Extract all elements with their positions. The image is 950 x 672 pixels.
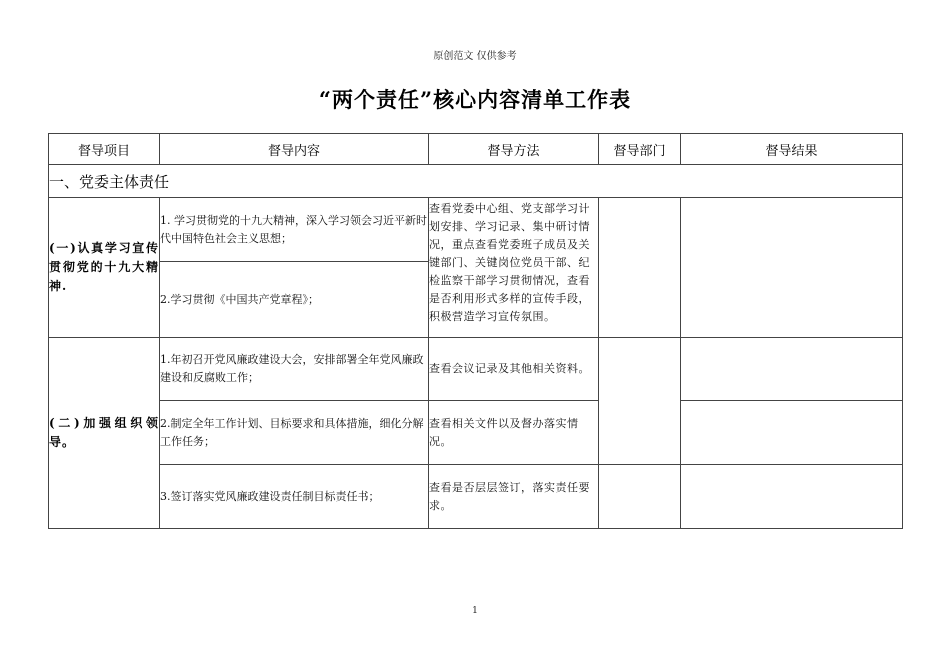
content-cell: 3.签订落实党风廉政建设责任制目标责任书； — [160, 465, 429, 529]
table-header-row — [49, 134, 903, 165]
result-cell — [681, 465, 903, 529]
item-cell: (一)认真学习宣传贯彻党的十九大精神. — [49, 198, 160, 338]
content-cell: 2.学习贯彻《中国共产党章程》； — [160, 262, 429, 338]
content-cell: 1. 学习贯彻党的十九大精神，深入学习领会习近平新时代中国特色社会主义思想； — [160, 198, 429, 262]
header-method: 督导方法 — [429, 134, 599, 165]
item-cell: (二)加强组织领导。 — [49, 338, 160, 529]
header-department: 督导部门 — [599, 134, 681, 165]
section-title: 一、党委主体责任 — [49, 165, 903, 198]
table-row — [49, 338, 903, 401]
method-cell: 查看党委中心组、党支部学习计划安排、学习记录、集中研讨情况，重点查看党委班子成员及关键部门、关键岗位党员干部、纪检监察干部学习贯彻情况，查看是否利用形式多样的宣传手段，积极营造学习宣传氛围。 — [429, 198, 599, 338]
content-cell: 1.年初召开党风廉政建设大会，安排部署全年党风廉政建设和反腐败工作； — [160, 338, 429, 401]
department-cell — [599, 338, 681, 465]
header-item: 督导项目 — [49, 134, 160, 165]
department-cell — [599, 465, 681, 529]
result-cell — [681, 401, 903, 465]
table-row — [49, 401, 903, 465]
header-note: 原创范文 仅供参考 — [433, 51, 517, 62]
result-cell — [681, 338, 903, 401]
header-content: 督导内容 — [160, 134, 429, 165]
method-cell: 查看会议记录及其他相关资料。 — [429, 338, 599, 401]
content-cell: 2.制定全年工作计划、目标要求和具体措施，细化分解工作任务； — [160, 401, 429, 465]
header-result: 督导结果 — [681, 134, 903, 165]
department-cell — [599, 198, 681, 338]
table-row — [49, 465, 903, 529]
method-cell: 查看是否层层签订，落实责任要求。 — [429, 465, 599, 529]
page-number: 1 — [472, 606, 478, 616]
method-cell: 查看相关文件以及督办落实情况。 — [429, 401, 599, 465]
section-row — [49, 165, 903, 198]
result-cell — [681, 198, 903, 338]
table-row — [49, 198, 903, 262]
document-title: “两个责任”核心内容清单工作表 — [318, 87, 632, 112]
checklist-table — [48, 133, 903, 529]
